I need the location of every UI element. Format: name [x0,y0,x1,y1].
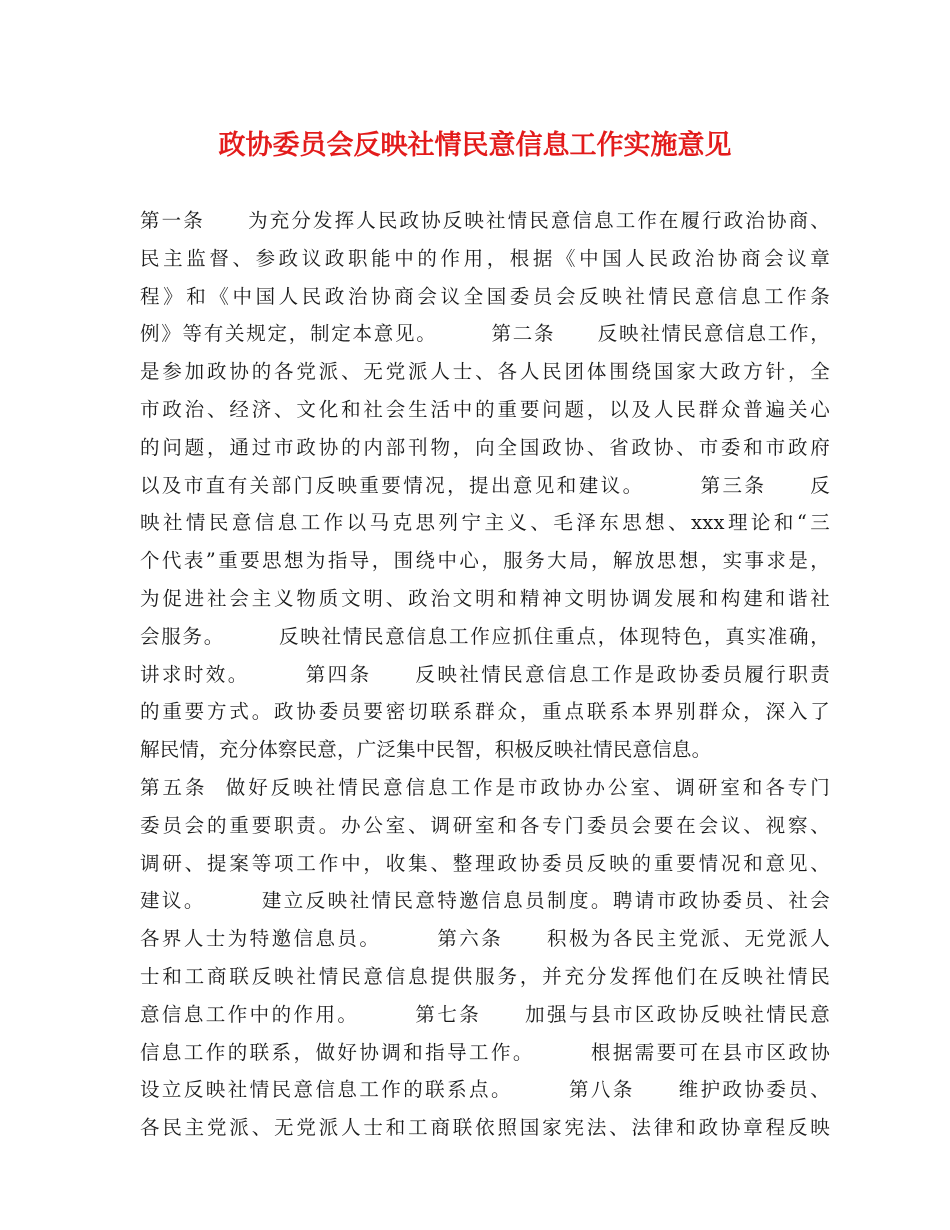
body-line: 意信息工作中的作用。 第七条 加强与县市区政协反映社情民意 [140,1002,830,1026]
body-line: 是参加政协的各党派、无党派人士、各人民团体围绕国家大政方针，全 [140,360,830,384]
body-line: 设立反映社情民意信息工作的联系点。 第八条 维护政协委员、 [140,1078,830,1102]
body-line: 映社情民意信息工作以马克思列宁主义、毛泽东思想、xxx理论和“三 [140,511,830,535]
body-line: 解民情，充分体察民意，广泛集中民智，积极反映社情民意信息。 [140,738,712,762]
body-line: 个代表”重要思想为指导，围绕中心，服务大局，解放思想，实事求是， [140,549,830,573]
body-line: 讲求时效。 第四条 反映社情民意信息工作是政协委员履行职责 [140,662,830,686]
body-line: 为促进社会主义物质文明、政治文明和精神文明协调发展和构建和谐社 [140,586,830,610]
body-line: 市政治、经济、文化和社会生活中的重要问题，以及人民群众普遍关心 [140,397,830,421]
document-body [140,202,830,1147]
body-line: 民主监督、参政议政职能中的作用，根据《中国人民政治协商会议章 [140,246,830,270]
body-line: 以及市直有关部门反映重要情况，提出意见和建议。 第三条 反 [140,473,830,497]
body-line: 各民主党派、无党派人士和工商联依照国家宪法、法律和政协章程反映 [140,1116,830,1140]
body-line: 委员会的重要职责。办公室、调研室和各专门委员会要在会议、视察、 [140,813,830,837]
body-line: 第一条 为充分发挥人民政协反映社情民意信息工作在履行政治协商、 [140,209,830,232]
body-line: 会服务。 反映社情民意信息工作应抓住重点，体现特色，真实准确， [140,624,830,648]
body-line: 建议。 建立反映社情民意特邀信息员制度。聘请市政协委员、社会 [140,889,830,913]
body-line: 程》和《中国人民政治协商会议全国委员会反映社情民意信息工作条 [140,284,830,308]
body-line: 调研、提案等项工作中，收集、整理政协委员反映的重要情况和意见、 [140,851,830,875]
body-line: 各界人士为特邀信息员。 第六条 积极为各民主党派、无党派人 [140,927,830,951]
body-line: 第五条 做好反映社情民意信息工作是市政协办公室、调研室和各专门 [140,775,830,799]
body-line: 的重要方式。政协委员要密切联系群众，重点联系本界别群众，深入了 [140,700,830,724]
body-line: 士和工商联反映社情民意信息提供服务，并充分发挥他们在反映社情民 [140,964,830,988]
body-line: 例》等有关规定，制定本意见。 第二条 反映社情民意信息工作， [140,322,830,346]
document-title: 政协委员会反映社情民意信息工作实施意见 [218,130,732,161]
body-line: 的问题，通过市政协的内部刊物，向全国政协、省政协、市委和市政府 [140,435,830,459]
body-line: 信息工作的联系，做好协调和指导工作。 根据需要可在县市区政协 [140,1040,830,1064]
